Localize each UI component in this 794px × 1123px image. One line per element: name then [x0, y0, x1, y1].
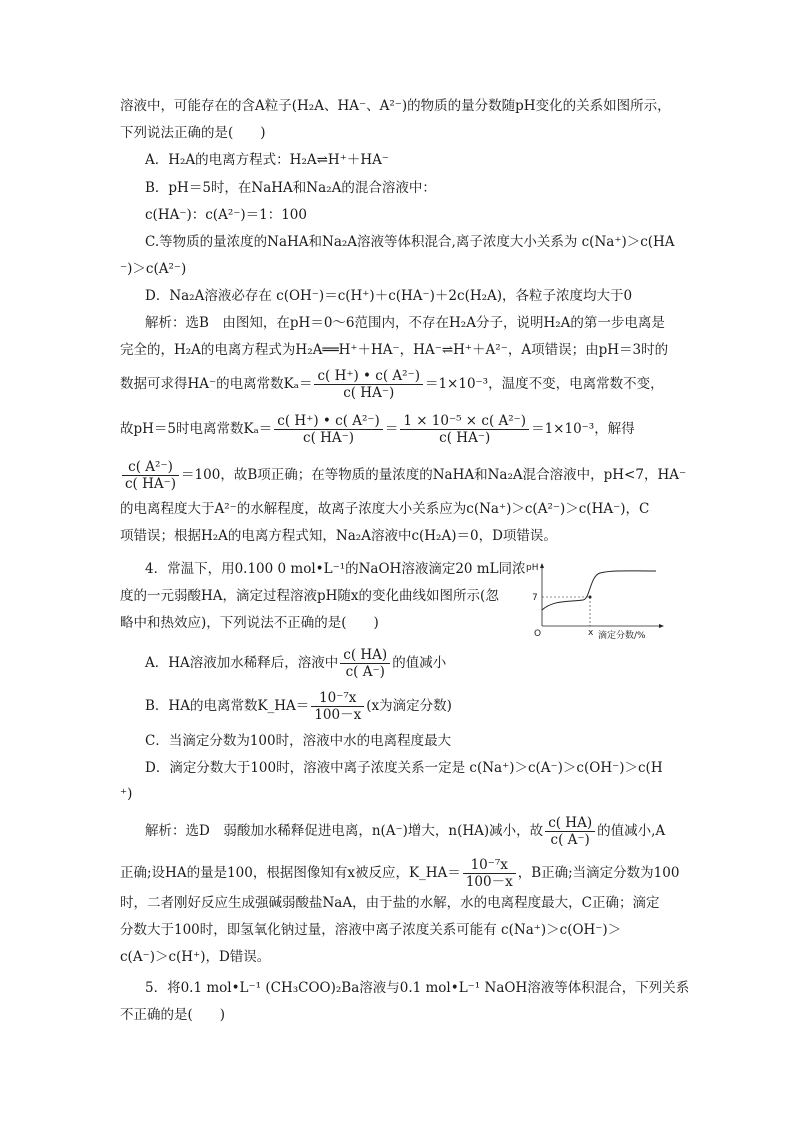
titration-curve-chart: [528, 560, 668, 640]
q3-option-a: A．H₂A的电离方程式：H₂A⇌H⁺＋HA⁻: [145, 152, 389, 168]
q3-analysis-line1: 解析：选B 由图知，在pH＝0～6范围内，不存在H₂A分子，说明H₂A的第一步电离是: [145, 315, 665, 331]
q3-option-b-line1: B．pH＝5时，在NaHA和Na₂A的混合溶液中：: [145, 180, 436, 196]
question3-stem-line2: 下列说法正确的是( ): [120, 125, 266, 141]
q3-analysis-line7: 项错误；根据H₂A的电离方程式知，Na₂A溶液中c(H₂A)＝0，D项错误。: [120, 528, 557, 544]
question4-stem-line3: 略中和热效应)，下列说法不正确的是( ): [120, 615, 379, 631]
fraction-ka-numeric: $\frac{\text{1 × 10⁻⁵ × c( A²⁻)}}{c( HA^-)}$: [400, 413, 529, 446]
q4-option-b: B．HA的电离常数K_HA＝ $\frac{\text{10⁻⁷x}}{100-x}$ (x为滴定分数): [145, 690, 452, 723]
fraction-ha-a-2: $\frac{c( HA)}{c( A^-)}$: [545, 815, 595, 848]
q4-analysis-line1: 解析：选D 弱酸加水稀释促进电离，n(A⁻)增大，n(HA)减小，故 $\frac{c( HA)}{c( A^-)}$ 的值减小,A: [145, 815, 666, 848]
y-axis-label: pH: [526, 563, 539, 573]
q4-analysis-line3: 时，二者刚好反应生成强碱弱酸盐NaA，由于盐的水解，水的电离程度最大，C正确；滴定: [120, 895, 660, 911]
fraction-kha: $\frac{\text{10⁻⁷x}}{100-x}$: [311, 690, 364, 723]
q3-option-c-line1: C.等物质的量浓度的NaHA和Na₂A溶液等体积混合,离子浓度大小关系为 c(Na⁺)＞c(HA: [145, 234, 675, 250]
fraction-ka-general: $\frac{\text{c( H⁺) • c( A²⁻)}}{c( HA^-)}$: [274, 413, 383, 446]
fraction-ratio: $\frac{\text{c( A²⁻)}}{c( HA^-)}$: [122, 459, 179, 492]
question4-stem-line2: 度的一元弱酸HA，滴定过程溶液pH随x的变化曲线如图所示(忽: [120, 588, 499, 604]
q4-option-a: A．HA溶液加水稀释后，溶液中 $\frac{c( HA)}{c( A^-)}$ 的值减小: [145, 647, 447, 680]
y-tick-7: 7: [532, 593, 538, 603]
q4-analysis-line2: 正确;设HA的量是100，根据图像知有x被反应，K_HA＝ $\frac{\text{10⁻⁷x}}{100-x}$ ，B正确;当滴定分数为100: [120, 857, 680, 890]
q3-analysis-line6: 的电离程度大于A²⁻的水解程度，故离子浓度大小关系应为c(Na⁺)＞c(A²⁻)＞c(HA⁻)，C: [120, 501, 650, 517]
origin-label: O: [534, 629, 542, 639]
y-axis-arrow: [540, 563, 544, 568]
question3-stem-line1: 溶液中，可能存在的含A粒子(H₂A、HA⁻、A²⁻)的物质的量分数随pH变化的关系如图所示，: [120, 98, 671, 114]
x-axis-arrow: [659, 624, 664, 628]
fraction-ka: $\frac{\text{c( H⁺) • c( A²⁻)}}{c( HA^-)}$: [314, 368, 423, 401]
fraction-kha-2: $\frac{\text{10⁻⁷x}}{100-x}$: [463, 857, 516, 890]
q3-option-c-line2: ⁻)＞c(A²⁻): [120, 261, 187, 277]
x-mark-label: x: [588, 628, 594, 638]
q3-analysis-line5: $\frac{\text{c( A²⁻)}}{c( HA^-)}$ ＝100，故B项正确；在等物质的量浓度的NaHA和Na₂A混合溶液中，pH<7，HA⁻: [120, 459, 686, 492]
q4-analysis-line5: c(A⁻)＞c(H⁺)，D错误。: [120, 949, 271, 965]
titration-curve: [542, 571, 656, 610]
fraction-ha-a: $\frac{c( HA)}{c( A^-)}$: [340, 647, 390, 680]
equivalence-point: [589, 596, 592, 599]
q3-option-b-line2: c(HA⁻)：c(A²⁻)＝1：100: [145, 207, 307, 223]
q4-analysis-line4: 分数大于100时，即氢氧化钠过量，溶液中离子浓度关系可能有 c(Na⁺)＞c(OH⁻)＞: [120, 922, 622, 938]
q4-option-d-line2: ⁺): [120, 786, 133, 802]
question4-stem-line1: 4．常温下，用0.100 0 mol•L⁻¹的NaOH溶液滴定20 mL同浓: [145, 561, 526, 577]
q4-option-d-line1: D．滴定分数大于100时，溶液中离子浓度关系一定是 c(Na⁺)＞c(A⁻)＞c(OH⁻)＞c(H: [145, 760, 663, 776]
q3-option-d: D．Na₂A溶液必存在 c(OH⁻)＝c(H⁺)＋c(HA⁻)＋2c(H₂A)，各粒子浓度均大于0: [145, 288, 633, 304]
question5-stem-line2: 不正确的是( ): [120, 1007, 226, 1023]
q3-analysis-line2: 完全的，H₂A的电离方程式为H₂A══H⁺＋HA⁻，HA⁻⇌H⁺＋A²⁻，A项错误；由pH＝3时的: [120, 342, 669, 358]
q4-option-c: C．当滴定分数为100时，溶液中水的电离程度最大: [145, 733, 452, 749]
q3-analysis-line3: 数据可求得HA⁻的电离常数Kₐ＝ $\frac{\text{c( H⁺) • c( A²⁻)}}{c( HA^-)}$ ＝1×10⁻³，温度不变，电离常数不变，: [120, 368, 664, 401]
x-axis-label: 滴定分数/%: [598, 631, 646, 641]
q3-analysis-line4: 故pH＝5时电离常数Kₐ＝ $\frac{\text{c( H⁺) • c( A²⁻)}}{c( HA^-)}$ ＝ $\frac{\text{1 × 10⁻⁵ × c( A²⁻)}}{c( HA^-)}$ ＝1×10⁻³，解得: [120, 413, 635, 446]
question5-stem-line1: 5．将0.1 mol•L⁻¹ (CH₃COO)₂Ba溶液与0.1 mol•L⁻¹ NaOH溶液等体积混合，下列关系: [145, 980, 690, 996]
